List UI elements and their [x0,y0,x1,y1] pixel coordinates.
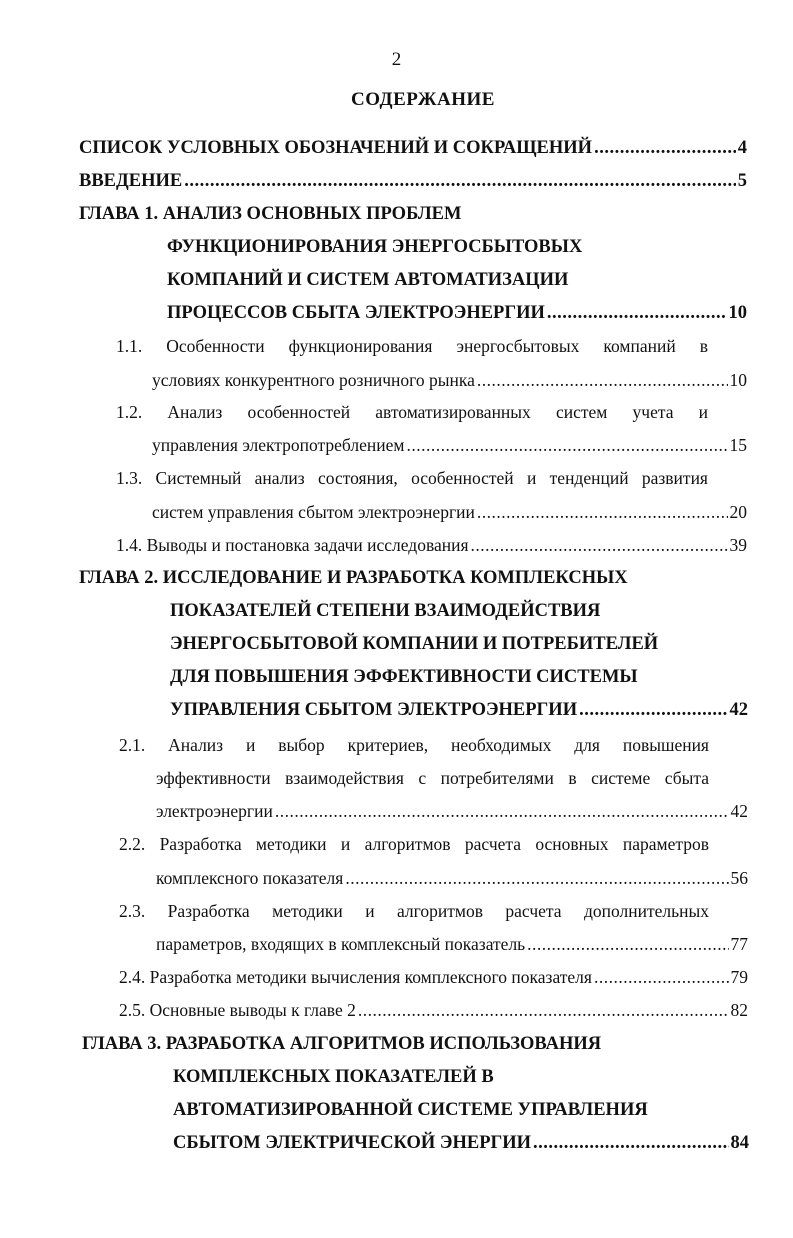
toc-chapter-1-line-3[interactable]: КОМПАНИЙ И СИСТЕМ АВТОМАТИЗАЦИИ [167,270,569,290]
leader-dots [358,995,729,1025]
entry-text: ПРОЦЕССОВ СБЫТА ЭЛЕКТРОЭНЕРГИИ [167,303,545,323]
entry-page: 79 [730,967,748,987]
entry-text: параметров, входящих в комплексный показатель [156,934,526,954]
toc-chapter-3-line-3[interactable]: АВТОМАТИЗИРОВАННОЙ СИСТЕМЕ УПРАВЛЕНИЯ [173,1100,648,1120]
toc-section-1-3-line-2[interactable] [152,497,747,527]
leader-dots [547,298,727,328]
entry-page: 20 [729,502,747,522]
entry-text: СБЫТОМ ЭЛЕКТРИЧЕСКОЙ ЭНЕРГИИ [173,1133,532,1153]
toc-entry-abbreviations[interactable] [79,133,747,163]
entry-text: 2.5. Основные выводы к главе 2 [119,1000,356,1020]
entry-page: 42 [729,700,748,720]
entry-page: 77 [730,934,748,954]
toc-section-1-1-line-1[interactable]: 1.1. Особенности функционирования энергосбытовых компаний в [116,336,708,356]
leader-dots [275,796,729,826]
leader-dots [477,365,728,395]
toc-section-2-2-line-2[interactable] [156,863,748,893]
entry-text: 1.4. Выводы и постановка задачи исследования [116,535,469,555]
toc-entry-introduction[interactable] [79,166,747,196]
entry-page: 39 [729,535,747,555]
toc-chapter-1-line-4[interactable] [167,298,747,328]
entry-page: 84 [730,1133,749,1153]
leader-dots [406,430,727,460]
toc-chapter-2-line-1[interactable]: ГЛАВА 2. ИССЛЕДОВАНИЕ И РАЗРАБОТКА КОМПЛЕКСНЫХ [79,568,628,588]
leader-dots [594,133,736,163]
entry-text: СПИСОК УСЛОВНЫХ ОБОЗНАЧЕНИЙ И СОКРАЩЕНИЙ [79,138,593,158]
toc-section-1-4[interactable] [116,530,747,560]
entry-page: 42 [730,801,748,821]
leader-dots [184,166,736,196]
toc-section-2-4[interactable] [119,962,748,992]
toc-chapter-1-line-1[interactable]: ГЛАВА 1. АНАЛИЗ ОСНОВНЫХ ПРОБЛЕМ [79,204,462,224]
toc-section-2-2-line-1[interactable]: 2.2. Разработка методики и алгоритмов расчета основных параметров [119,834,709,854]
entry-text: 2.4. Разработка методики вычисления комплексного показателя [119,967,592,987]
toc-section-1-2-line-2[interactable] [152,430,747,460]
leader-dots [477,497,728,527]
toc-title: СОДЕРЖАНИЕ [351,89,495,110]
entry-text: систем управления сбытом электроэнергии [152,502,475,522]
toc-chapter-3-line-2[interactable]: КОМПЛЕКСНЫХ ПОКАЗАТЕЛЕЙ В [173,1067,494,1087]
leader-dots [527,929,728,959]
toc-chapter-3-line-1[interactable]: ГЛАВА 3. РАЗРАБОТКА АЛГОРИТМОВ ИСПОЛЬЗОВАНИЯ [82,1034,602,1054]
toc-section-2-1-line-2[interactable]: эффективности взаимодействия с потребителями в системе сбыта [156,768,709,788]
entry-page: 5 [737,171,747,191]
toc-chapter-2-line-4[interactable]: ДЛЯ ПОВЫШЕНИЯ ЭФФЕКТИВНОСТИ СИСТЕМЫ [170,667,638,687]
toc-section-2-1-line-3[interactable] [156,796,748,826]
toc-section-1-1-line-2[interactable] [152,365,747,395]
entry-page: 10 [728,303,747,323]
leader-dots [594,962,729,992]
toc-chapter-2-line-2[interactable]: ПОКАЗАТЕЛЕЙ СТЕПЕНИ ВЗАИМОДЕЙСТВИЯ [170,601,601,621]
toc-chapter-2-line-5[interactable] [170,695,748,725]
entry-text: условиях конкурентного розничного рынка [152,370,475,390]
toc-chapter-3-line-4[interactable] [173,1128,749,1158]
toc-section-2-3-line-1[interactable]: 2.3. Разработка методики и алгоритмов расчета дополнительных [119,901,709,921]
entry-page: 15 [729,435,747,455]
entry-page: 56 [730,868,748,888]
entry-page: 82 [730,1000,748,1020]
leader-dots [533,1128,728,1158]
entry-text: ВВЕДЕНИЕ [79,171,183,191]
entry-text: УПРАВЛЕНИЯ СБЫТОМ ЭЛЕКТРОЭНЕРГИИ [170,700,578,720]
toc-section-2-5[interactable] [119,995,748,1025]
toc-section-2-3-line-2[interactable] [156,929,748,959]
leader-dots [471,530,728,560]
entry-text: комплексного показателя [156,868,344,888]
toc-section-2-1-line-1[interactable]: 2.1. Анализ и выбор критериев, необходимых для повышения [119,735,709,755]
toc-chapter-2-line-3[interactable]: ЭНЕРГОСБЫТОВОЙ КОМПАНИИ И ПОТРЕБИТЕЛЕЙ [170,634,659,654]
entry-page: 4 [737,138,747,158]
entry-text: электроэнергии [156,801,273,821]
page-number: 2 [391,49,402,70]
entry-page: 10 [729,370,747,390]
toc-chapter-1-line-2[interactable]: ФУНКЦИОНИРОВАНИЯ ЭНЕРГОСБЫТОВЫХ [167,237,583,257]
toc-section-1-2-line-1[interactable]: 1.2. Анализ особенностей автоматизированных систем учета и [116,402,708,422]
leader-dots [345,863,728,893]
entry-text: управления электропотреблением [152,435,405,455]
toc-section-1-3-line-1[interactable]: 1.3. Системный анализ состояния, особенностей и тенденций развития [116,468,708,488]
leader-dots [579,695,727,725]
